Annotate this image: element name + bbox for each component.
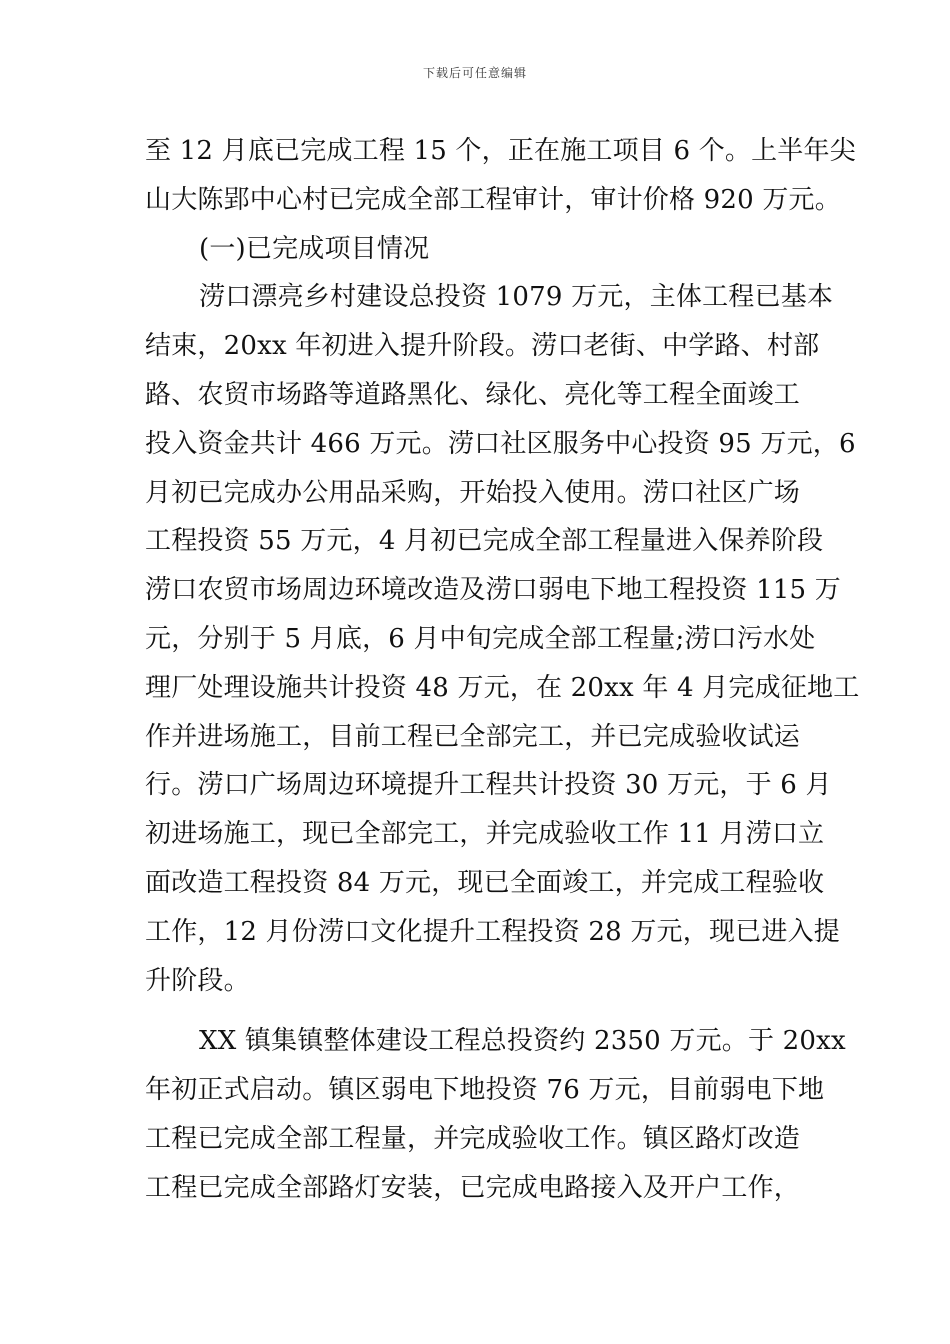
- page-header: 下载后可任意编辑: [422, 66, 527, 80]
- text-line: 初进场施工，现已全部完工，并完成验收工作 11 月涝口立: [145, 819, 825, 850]
- text-line: 路、农贸市场路等道路黑化、绿化、亮化等工程全面竣工: [145, 379, 801, 410]
- text-line: 工程投资 55 万元，4 月初已完成全部工程量进入保养阶段: [145, 526, 824, 557]
- text-line: 年初正式启动。镇区弱电下地投资 76 万元，目前弱电下地: [145, 1075, 825, 1106]
- text-line: 月初已完成办公用品采购，开始投入使用。涝口社区广场: [145, 477, 801, 508]
- paragraph: [145, 273, 860, 1005]
- text-line: 涝口农贸市场周边环境改造及涝口弱电下地工程投资 115 万: [145, 575, 841, 606]
- text-line: 升阶段。: [145, 965, 250, 996]
- text-line: 工作，12 月份涝口文化提升工程投资 28 万元，现已进入提: [145, 916, 840, 947]
- text-line: 至 12 月底已完成工程 15 个，正在施工项目 6 个。上半年尖: [145, 136, 856, 166]
- text-line: (一)已完成项目情况: [199, 233, 430, 264]
- text-line: 山大陈郢中心村已完成全部工程审计，审计价格 920 万元。: [145, 184, 841, 215]
- text-line: 投入资金共计 466 万元。涝口社区服务中心投资 95 万元，6: [145, 428, 856, 459]
- text-line: 结束，20xx 年初进入提升阶段。涝口老街、中学路、村部: [145, 331, 820, 362]
- text-line: 涝口漂亮乡村建设总投资 1079 万元，主体工程已基本: [199, 282, 834, 313]
- text-line: 理厂处理设施共计投资 48 万元，在 20xx 年 4 月完成征地工: [145, 672, 860, 703]
- text-line: 工程已完成全部工程量，并完成验收工作。镇区路灯改造: [145, 1123, 801, 1154]
- text-line: 行。涝口广场周边环境提升工程共计投资 30 万元，于 6 月: [145, 770, 832, 801]
- section-heading: [145, 225, 815, 274]
- text-line: 元，分别于 5 月底，6 月中旬完成全部工程量;涝口污水处: [145, 623, 816, 654]
- text-line: 面改造工程投资 84 万元，现已全面竣工，并完成工程验收: [145, 867, 825, 898]
- text-line: 工程已完成全部路灯安装，已完成电路接入及开户工作，: [145, 1172, 801, 1203]
- text-line: 作并进场施工，目前工程已全部完工，并已完成验收试运: [145, 721, 801, 752]
- paragraph: [145, 1017, 846, 1212]
- text-line: XX 镇集镇整体建设工程总投资约 2350 万元。于 20xx: [199, 1026, 846, 1057]
- document-body: [145, 127, 860, 1213]
- paragraph: [145, 127, 856, 225]
- paragraph-gap: [145, 1005, 815, 1017]
